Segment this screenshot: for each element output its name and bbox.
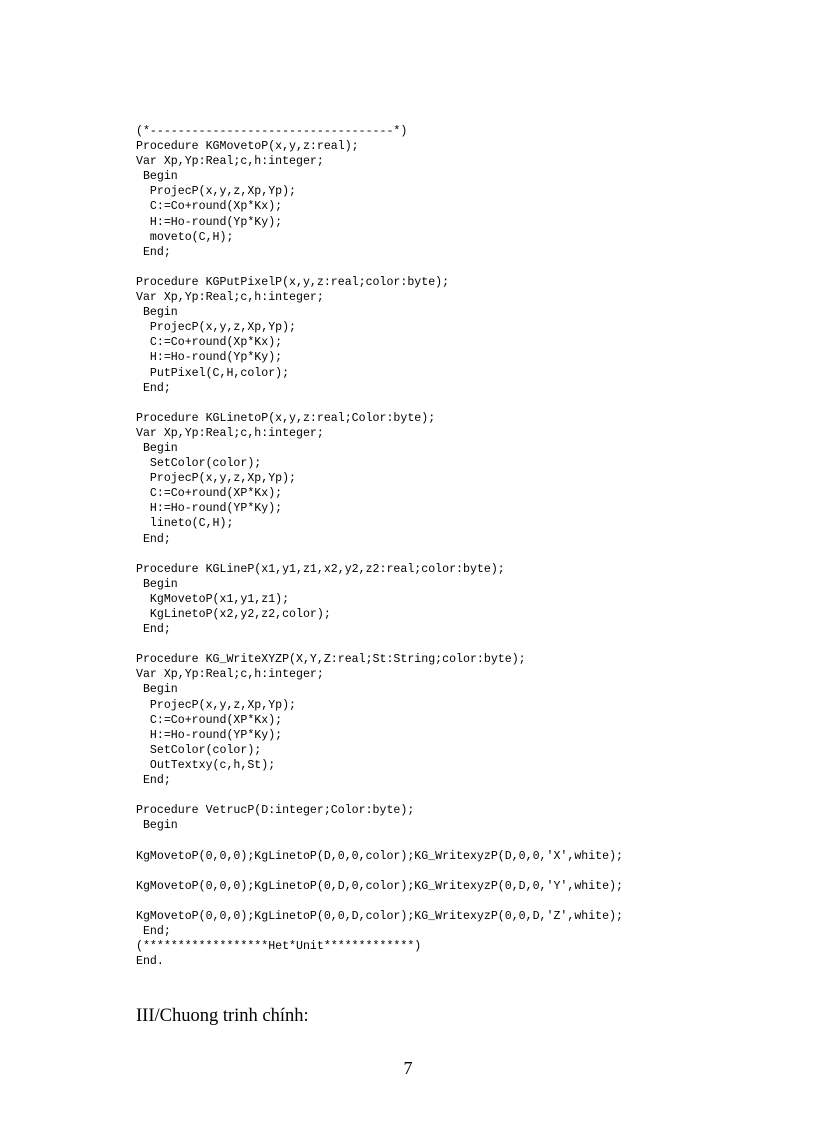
code-line: PutPixel(C,H,color); [136, 366, 290, 380]
code-line: C:=Co+round(XP*Kx); [136, 713, 283, 727]
code-line: End; [136, 245, 171, 259]
code-line: KgMovetoP(0,0,0);KgLinetoP(0,D,0,color);KG_WritexyzP(0,D,0,'Y',white); [136, 879, 624, 893]
code-line: H:=Ho-round(YP*Ky); [136, 502, 283, 516]
code-line: Var Xp,Yp:Real;c,h:integer; [136, 291, 324, 305]
code-line: End; [136, 774, 171, 788]
code-line: Begin [136, 577, 178, 591]
code-line: ProjecP(x,y,z,Xp,Yp); [136, 698, 297, 712]
code-line: End; [136, 381, 171, 395]
code-line: Begin [136, 683, 178, 697]
code-line: C:=Co+round(XP*Kx); [136, 487, 283, 501]
code-line: Procedure KGLinetoP(x,y,z:real;Color:byte); [136, 411, 436, 425]
code-line: Procedure KGMovetoP(x,y,z:real); [136, 140, 359, 154]
code-line: SetColor(color); [136, 743, 262, 757]
page-number: 7 [403, 1058, 413, 1078]
code-line: Procedure KGPutPixelP(x,y,z:real;color:byte); [136, 275, 450, 289]
code-line [136, 547, 776, 562]
code-line: KgMovetoP(x1,y1,z1); [136, 592, 290, 606]
code-line: KgMovetoP(0,0,0);KgLinetoP(0,0,D,color);KG_WritexyzP(0,0,D,'Z',white); [136, 909, 624, 923]
code-line: Procedure KG_WriteXYZP(X,Y,Z:real;St:String;color:byte); [136, 653, 526, 667]
code-line: H:=Ho-round(Yp*Ky); [136, 215, 283, 229]
code-line: Var Xp,Yp:Real;c,h:integer; [136, 668, 324, 682]
code-line: End; [136, 532, 171, 546]
code-line: C:=Co+round(Xp*Kx); [136, 336, 283, 350]
code-line: H:=Ho-round(Yp*Ky); [136, 351, 283, 365]
code-line: Var Xp,Yp:Real;c,h:integer; [136, 426, 324, 440]
code-line: Var Xp,Yp:Real;c,h:integer; [136, 155, 324, 169]
code-line: Begin [136, 170, 178, 184]
code-line: KgLinetoP(x2,y2,z2,color); [136, 608, 331, 621]
code-line: End; [136, 623, 171, 637]
code-line [136, 788, 776, 803]
code-line [136, 637, 776, 652]
code-line: moveto(C,H); [136, 230, 234, 244]
code-line: End. [136, 955, 164, 969]
section-heading: III/Chuong trinh chính: [136, 1006, 309, 1026]
code-line: ProjecP(x,y,z,Xp,Yp); [136, 321, 297, 335]
code-line: (*-----------------------------------*) [136, 125, 408, 138]
code-line: Begin [136, 306, 178, 320]
code-line: lineto(C,H); [136, 517, 234, 531]
code-line: C:=Co+round(Xp*Kx); [136, 200, 283, 214]
code-line: KgMovetoP(0,0,0);KgLinetoP(D,0,0,color);KG_WritexyzP(D,0,0,'X',white); [136, 849, 624, 863]
code-line: H:=Ho-round(YP*Ky); [136, 728, 283, 742]
code-line: End; [136, 924, 171, 938]
code-line [136, 894, 776, 909]
code-line [136, 396, 776, 411]
code-line [136, 260, 776, 275]
code-line: (******************Het*Unit*************) [136, 940, 422, 954]
code-line: Procedure KGLineP(x1,y1,z1,x2,y2,z2:real;color:byte); [136, 562, 505, 576]
code-line: ProjecP(x,y,z,Xp,Yp); [136, 185, 297, 199]
code-line: Begin [136, 441, 178, 455]
code-line [136, 864, 776, 879]
code-line: SetColor(color); [136, 457, 262, 471]
code-line: Begin [136, 819, 178, 833]
code-line: ProjecP(x,y,z,Xp,Yp); [136, 472, 297, 486]
code-listing [136, 124, 776, 969]
code-line: Procedure VetrucP(D:integer;Color:byte); [136, 804, 415, 818]
code-line: OutTextxy(c,h,St); [136, 758, 276, 772]
code-line [136, 833, 776, 848]
